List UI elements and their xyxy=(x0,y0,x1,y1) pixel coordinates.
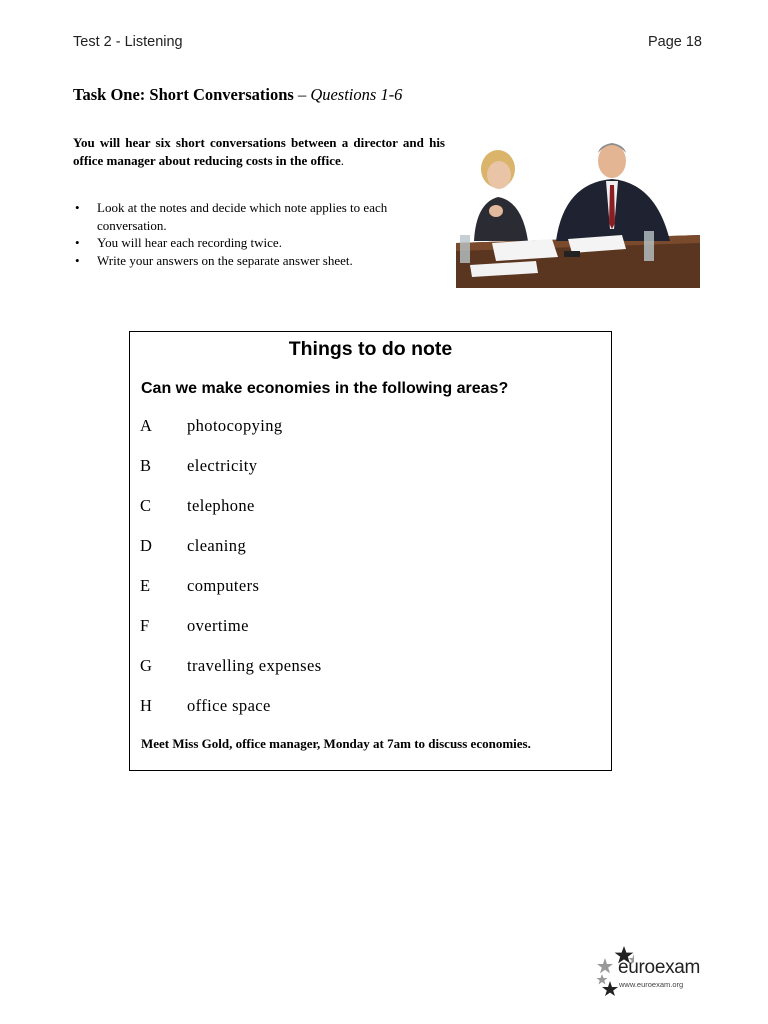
instruction-text: You will hear each recording twice. xyxy=(97,235,282,250)
task-title xyxy=(73,85,402,105)
option-letter: C xyxy=(140,496,152,515)
intro-text: You will hear six short conversations between a director and his office manager about reducing costs in the office xyxy=(73,135,445,168)
note-title: Things to do note xyxy=(288,338,453,360)
option-item xyxy=(140,696,322,736)
option-item xyxy=(140,536,322,576)
instruction-item xyxy=(73,252,451,270)
instruction-item xyxy=(73,199,451,234)
bullet-icon: • xyxy=(75,200,80,215)
option-letter: B xyxy=(140,456,152,475)
option-item xyxy=(140,656,322,696)
task-title-bold: Task One: Short Conversations xyxy=(73,85,294,104)
instruction-item xyxy=(73,234,451,252)
meeting-note: Meet Miss Gold, office manager, Monday at 7am to discuss economies. xyxy=(141,736,531,751)
option-item xyxy=(140,616,322,656)
instruction-text: Write your answers on the separate answer sheet. xyxy=(97,252,353,268)
option-item xyxy=(140,456,322,496)
option-letter: A xyxy=(140,416,153,435)
note-subtitle: Can we make economies in the following areas? xyxy=(141,380,509,397)
option-text: electricity xyxy=(187,456,258,475)
option-text: telephone xyxy=(187,496,255,515)
intro-end: . xyxy=(340,152,345,168)
option-item xyxy=(140,496,322,536)
option-letter: E xyxy=(140,576,151,595)
option-text: photocopying xyxy=(187,416,283,435)
option-text: travelling expenses xyxy=(187,656,322,675)
bullet-icon: • xyxy=(75,235,80,250)
instructions-list xyxy=(73,199,451,269)
page-number: Page 18 xyxy=(647,34,702,50)
office-meeting-photo xyxy=(456,131,700,288)
logo-url: www.euroexam.org xyxy=(619,980,684,989)
logo-wordmark: euroexam xyxy=(618,957,701,978)
option-letter: F xyxy=(140,616,150,635)
option-item xyxy=(140,576,322,616)
things-to-do-note xyxy=(129,331,612,771)
instruction-text: Look at the notes and decide which note applies to each conversation. xyxy=(97,200,388,233)
option-text: overtime xyxy=(187,616,249,635)
option-item xyxy=(140,416,322,456)
intro-paragraph xyxy=(73,134,445,169)
option-letter: D xyxy=(140,536,153,555)
option-text: cleaning xyxy=(187,536,247,555)
option-letter: G xyxy=(140,656,153,675)
option-text: office space xyxy=(187,696,271,715)
task-title-questions: Questions 1-6 xyxy=(310,85,403,104)
option-letter: H xyxy=(140,696,153,715)
option-text: computers xyxy=(187,576,260,595)
bullet-icon: • xyxy=(75,252,80,268)
euroexam-logo xyxy=(594,944,724,996)
header-left: Test 2 - Listening xyxy=(73,34,183,50)
options-list xyxy=(140,416,322,736)
task-title-dash: – xyxy=(293,85,311,104)
